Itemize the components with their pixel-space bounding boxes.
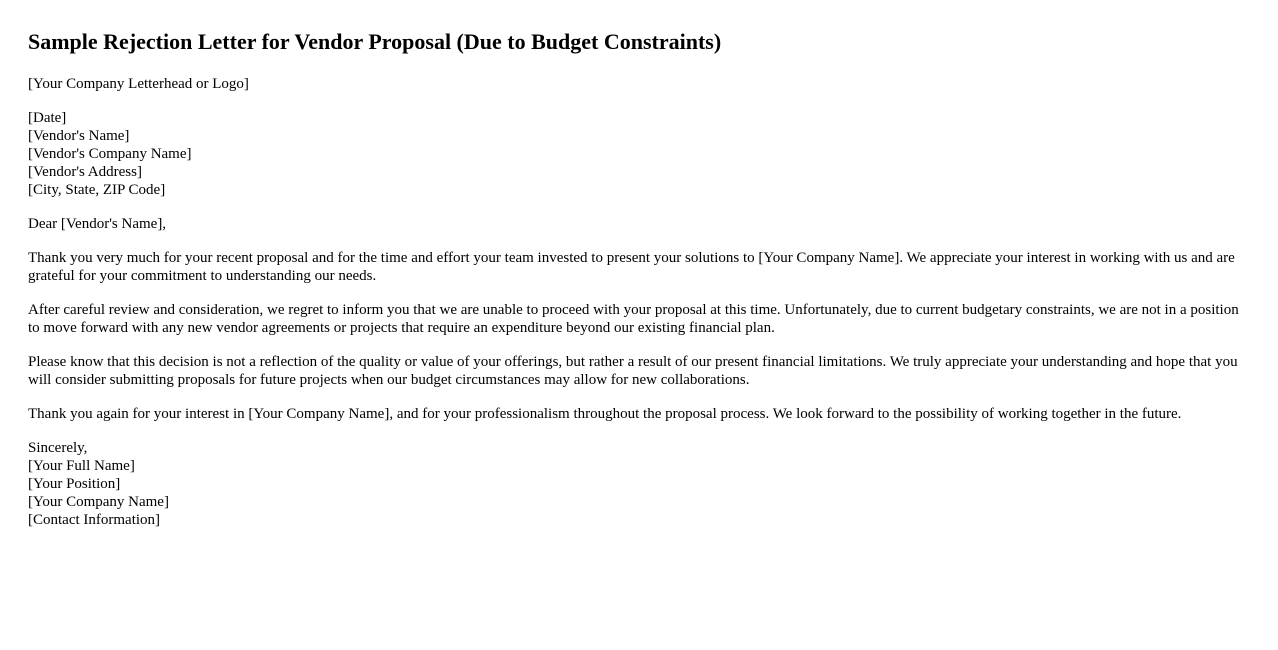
- signer-company-line: [Your Company Name]: [28, 494, 169, 510]
- letterhead-placeholder: [Your Company Letterhead or Logo]: [28, 76, 249, 92]
- signature-block: [28, 439, 1250, 529]
- body-paragraph: Please know that this decision is not a reflection of the quality or value of your offerings, but rather a result of our present financial limitations. We truly appreciate your understanding and hope that you will consider submitting proposals for future projects when our budget circumstances may allow for new collaborations.: [28, 354, 1238, 388]
- closing-line: Sincerely,: [28, 440, 88, 456]
- salutation: Dear [Vendor's Name],: [28, 216, 167, 232]
- signer-position-line: [Your Position]: [28, 476, 121, 492]
- vendor-name-line: [Vendor's Name]: [28, 128, 130, 144]
- body-paragraph: Thank you again for your interest in [Your Company Name], and for your professionalism throughout the proposal process. We look forward to the possibility of working together in the future.: [28, 406, 1182, 422]
- signer-name-line: [Your Full Name]: [28, 458, 135, 474]
- body-paragraph: Thank you very much for your recent proposal and for the time and effort your team invested to present your solutions to [Your Company Name]. We appreciate your interest in working with us and are grateful for your commitment to understanding our needs.: [28, 250, 1235, 284]
- contact-information-line: [Contact Information]: [28, 512, 161, 528]
- city-state-zip-line: [City, State, ZIP Code]: [28, 182, 166, 198]
- vendor-company-line: [Vendor's Company Name]: [28, 146, 192, 162]
- vendor-address-line: [Vendor's Address]: [28, 164, 142, 180]
- date-line: [Date]: [28, 110, 67, 126]
- page-title: Sample Rejection Letter for Vendor Proposal (Due to Budget Constraints): [28, 29, 722, 54]
- body-paragraph: After careful review and consideration, we regret to inform you that we are unable to proceed with your proposal at this time. Unfortunately, due to current budgetary constraints, we are not in a position to move forward with any new vendor agreements or projects that require an expenditure beyond our existing financial plan.: [28, 302, 1239, 336]
- recipient-address-block: [28, 109, 1250, 199]
